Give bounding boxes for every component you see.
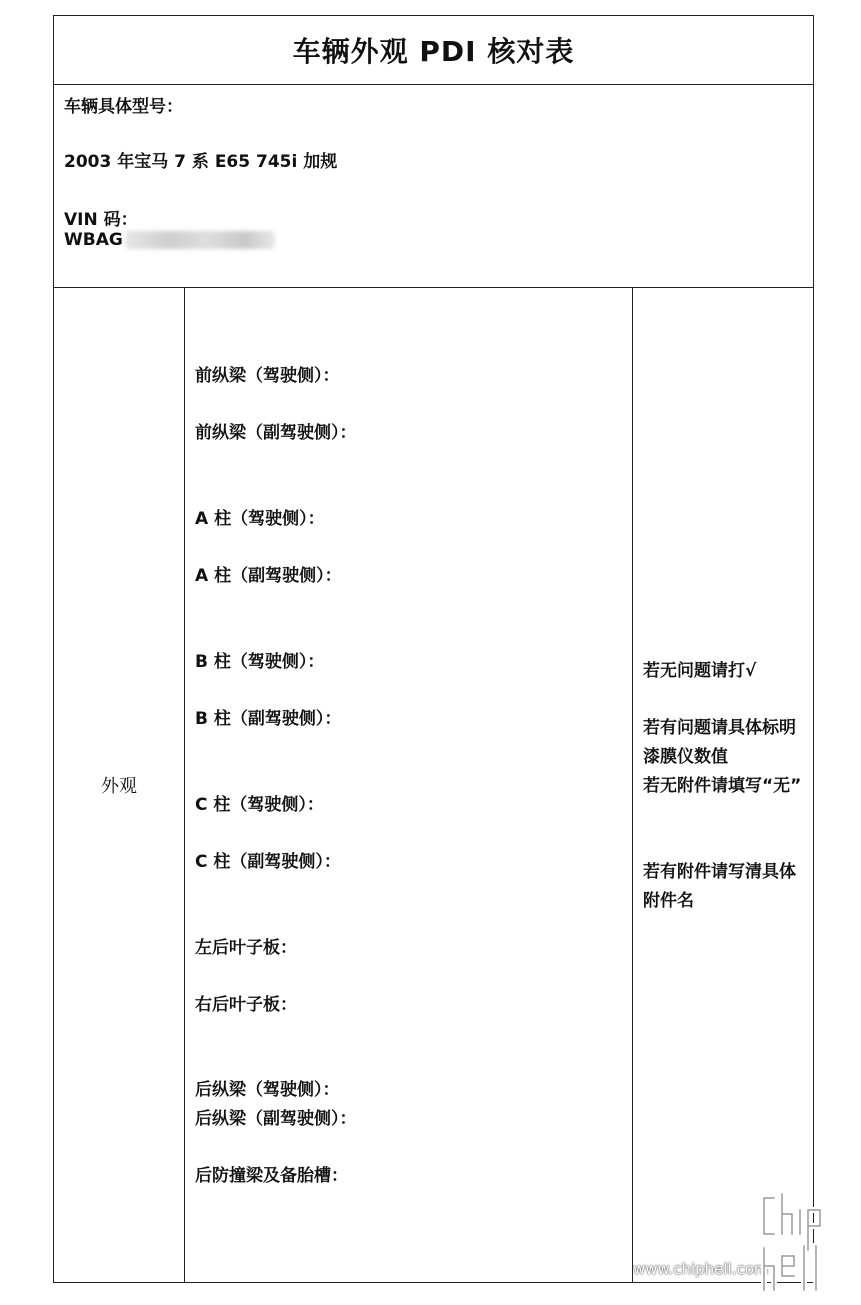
note-issue-detail: 若有问题请具体标明漆膜仪数值 [643, 718, 796, 767]
vin-redaction-blur [125, 231, 275, 249]
item-front-rail-passenger: 前纵梁（副驾驶侧）： [195, 423, 357, 443]
item-rear-rail-driver: 后纵梁（驾驶侧）： [195, 1080, 340, 1100]
model-value: 2003 年宝马 7 系 E65 745i 加规 [64, 152, 338, 172]
note-no-issue: 若无问题请打√ [643, 661, 757, 681]
vin-label: VIN 码： [64, 210, 138, 230]
item-rear-bumper-spare-well: 后防撞梁及备胎槽： [195, 1166, 348, 1186]
item-a-pillar-passenger: A 柱（副驾驶侧）： [195, 566, 342, 586]
vin-value: WBAG [64, 230, 123, 250]
vehicle-info-row [54, 85, 813, 288]
item-b-pillar-passenger: B 柱（副驾驶侧）： [195, 709, 342, 729]
model-label: 车辆具体型号： [64, 97, 183, 117]
item-rear-rail-passenger: 后纵梁（副驾驶侧）： [195, 1109, 357, 1129]
item-a-pillar-driver: A 柱（驾驶侧）： [195, 509, 325, 529]
category-column [54, 288, 185, 1282]
category-label: 外观 [101, 776, 137, 797]
page-title: 车辆外观 PDI 核对表 [292, 35, 575, 68]
vin-line [64, 230, 275, 250]
title-row [54, 16, 813, 85]
note-no-attachment [643, 772, 808, 801]
note-no-attachment-text: 若无附件请填写“无” [643, 776, 802, 796]
pdi-checklist-table [53, 15, 814, 1283]
note-attachment-name: 若有附件请写清具体附件名 [643, 862, 796, 911]
chiphell-logo-watermark [760, 1190, 848, 1300]
item-left-rear-fender: 左后叶子板： [195, 938, 297, 958]
items-column [185, 288, 633, 1282]
item-right-rear-fender: 右后叶子板： [195, 995, 297, 1015]
item-front-rail-driver: 前纵梁（驾驶侧）： [195, 366, 340, 386]
inspection-body-row [54, 288, 813, 1282]
watermark-url: www.chiphell.com [633, 1260, 769, 1278]
item-c-pillar-passenger: C 柱（副驾驶侧）： [195, 852, 341, 872]
item-c-pillar-driver: C 柱（驾驶侧）： [195, 795, 324, 815]
item-b-pillar-driver: B 柱（驾驶侧）： [195, 652, 325, 672]
notes-column [633, 288, 813, 1282]
